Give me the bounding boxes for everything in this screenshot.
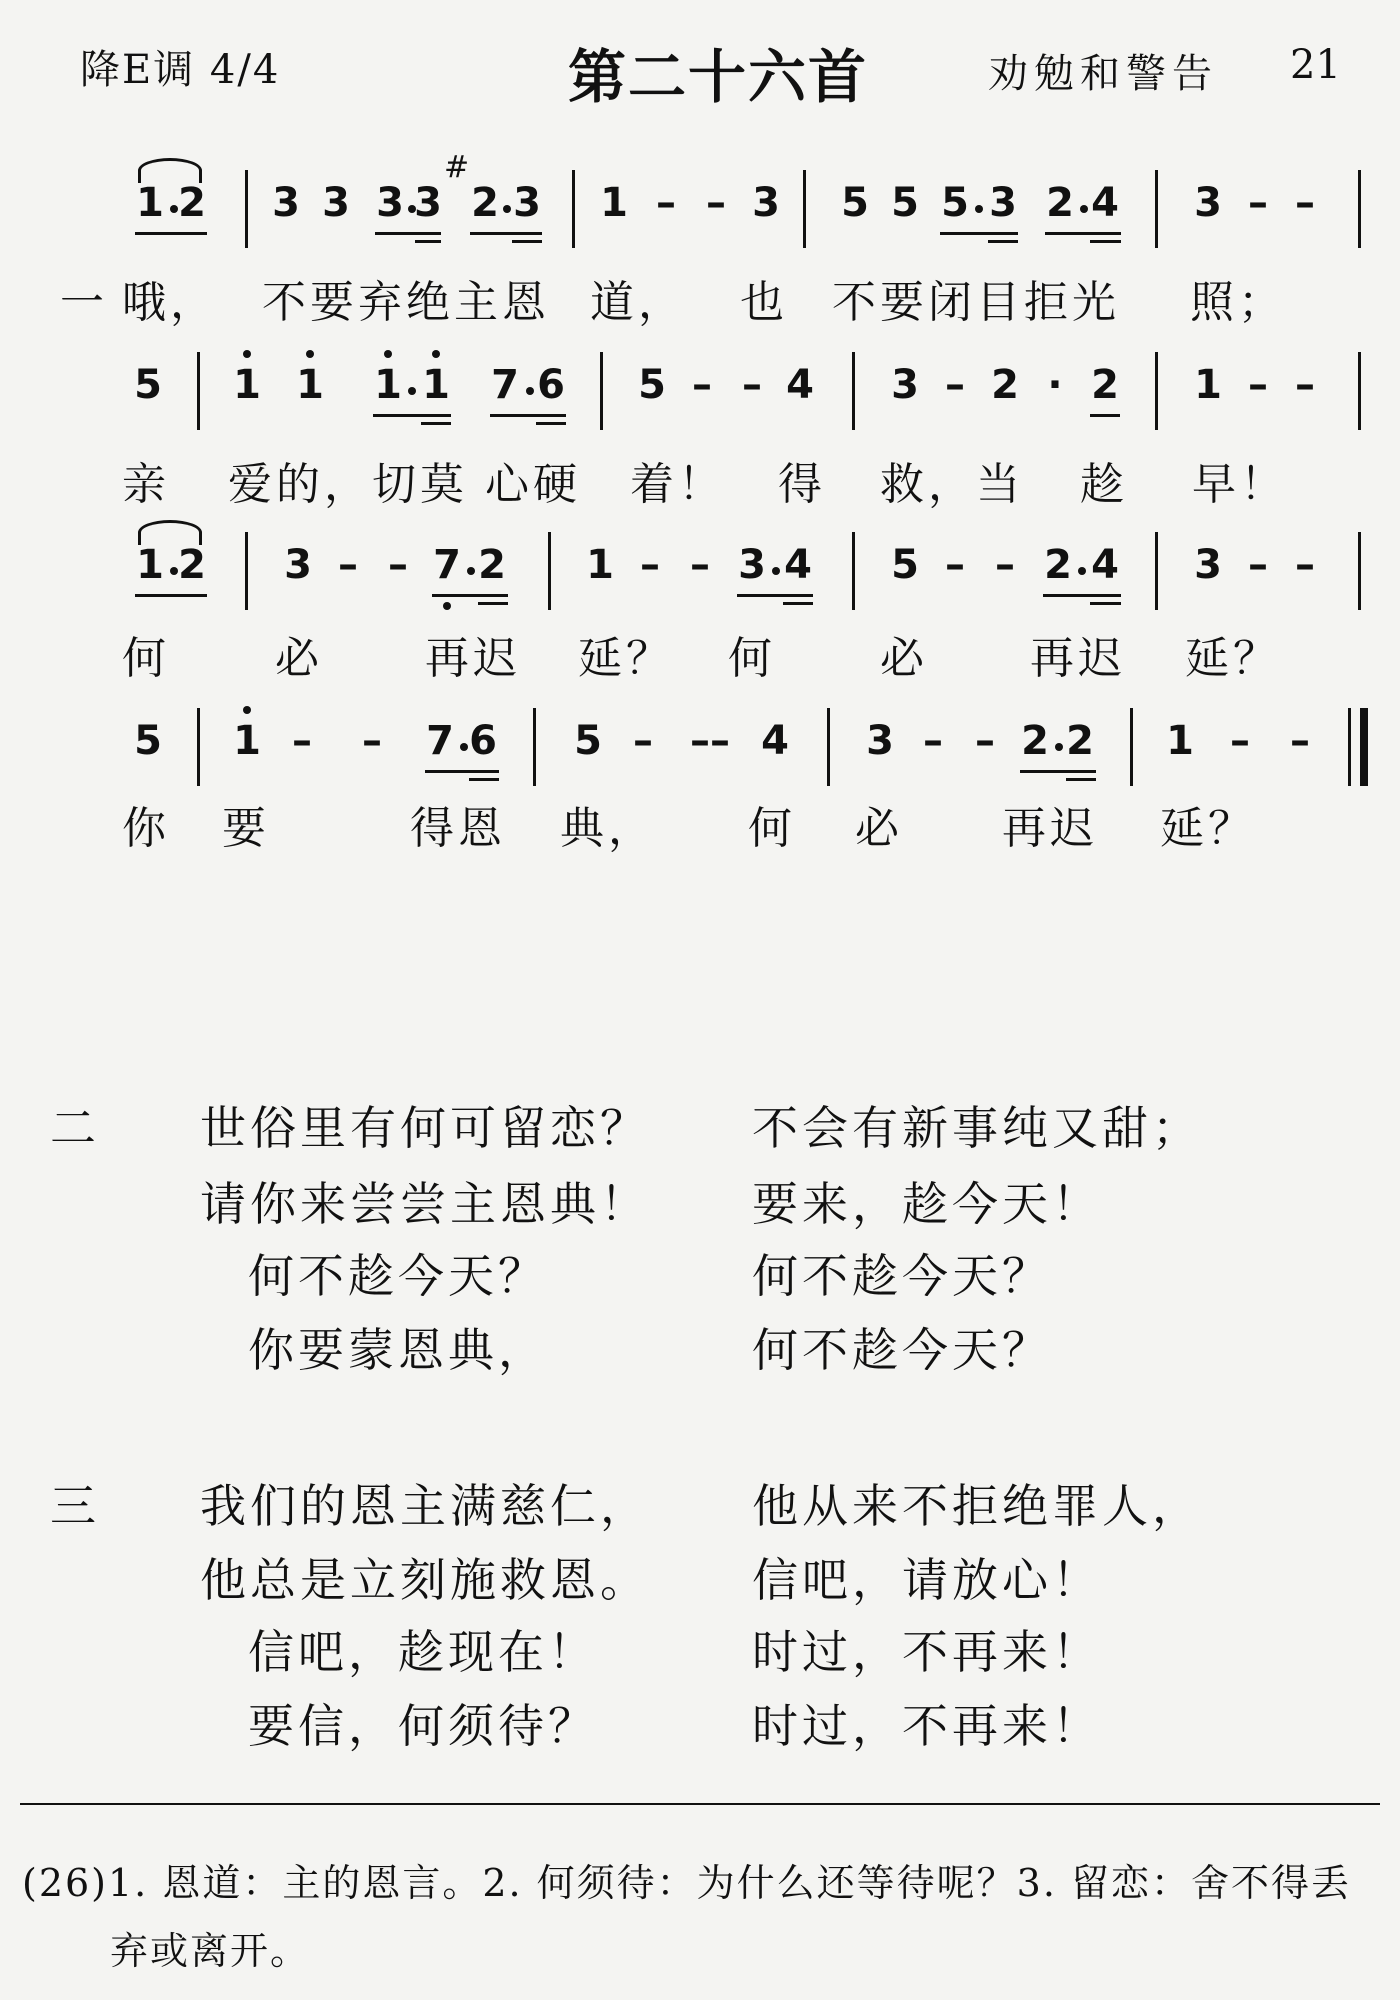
underline-mark [490, 414, 566, 417]
barline [197, 708, 200, 786]
verse-line: 他总是立刻施救恩。 [200, 1553, 650, 1607]
verse-number: 三 [50, 1479, 100, 1533]
note: 2 [471, 180, 499, 226]
note: 3 [866, 718, 894, 764]
lyric-syllable: 得 [778, 459, 826, 510]
note: · [1047, 362, 1063, 408]
underline-mark [1090, 414, 1120, 417]
note: – [1295, 180, 1315, 226]
note: 5 [134, 718, 162, 764]
underline-mark [737, 594, 813, 597]
verse-number: 一 [60, 277, 108, 328]
verse-line: 不会有新事纯又甜； [752, 1101, 1202, 1155]
note: 3 [376, 180, 404, 226]
note: 1 [233, 362, 261, 408]
underline-mark [425, 770, 499, 773]
note: 2 [1066, 718, 1094, 764]
underline-mark [1020, 770, 1096, 773]
underline-mark [1043, 594, 1121, 597]
note: 5 [891, 180, 919, 226]
lyric-syllable: 救，当 [880, 459, 1024, 510]
verse-number: 二 [50, 1101, 100, 1155]
note: 4 [784, 542, 812, 588]
barline [600, 352, 603, 430]
dot [443, 602, 451, 610]
note: 2 [1044, 542, 1072, 588]
hymn-category: 劝勉和警告 [988, 51, 1218, 97]
note: 2 [1046, 180, 1074, 226]
note: 1 [296, 362, 324, 408]
underline-mark [375, 232, 441, 235]
verse-line: 何不趁今天？ [752, 1249, 1052, 1303]
note: – [656, 180, 676, 226]
dot [408, 387, 416, 395]
note: – [1290, 718, 1310, 764]
note: 5 [574, 718, 602, 764]
lyric-syllable: 哦， [122, 277, 218, 328]
dot [772, 567, 780, 575]
dot [503, 205, 511, 213]
verse-line: 何不趁今天？ [752, 1323, 1052, 1377]
lyric-syllable: 你 [122, 803, 170, 854]
note: 4 [1091, 542, 1119, 588]
barline [1358, 170, 1361, 248]
lyric-syllable: 着！ [630, 459, 726, 510]
barline [548, 532, 551, 610]
dot [1078, 567, 1086, 575]
note: – [995, 542, 1015, 588]
underline-mark [478, 602, 508, 605]
underline-mark [1090, 240, 1121, 243]
dot [306, 350, 314, 358]
note: – [975, 718, 995, 764]
dot [384, 350, 392, 358]
note: – [362, 718, 382, 764]
underline-mark [415, 240, 441, 243]
note: 2 [178, 542, 206, 588]
note: 1 [374, 362, 402, 408]
barline [1358, 352, 1361, 430]
underline-mark [432, 594, 508, 597]
note: 3 [891, 362, 919, 408]
barline [572, 170, 575, 248]
verse-line: 要来，趁今天！ [752, 1177, 1102, 1231]
note: 4 [761, 718, 789, 764]
lyric-syllable: 道， [590, 277, 686, 328]
note: 7 [426, 718, 454, 764]
barline [852, 352, 855, 430]
note: 1 [136, 180, 164, 226]
dot [1055, 743, 1063, 751]
note: 3 [1194, 180, 1222, 226]
note: 2 [991, 362, 1019, 408]
lyric-syllable: 必 [880, 633, 928, 684]
dot [243, 350, 251, 358]
lyric-syllable: 延？ [578, 633, 674, 684]
footnote-line-2: 弃或离开。 [110, 1929, 311, 1973]
note: 5 [891, 542, 919, 588]
lyric-syllable: 延？ [1185, 633, 1281, 684]
lyric-syllable: 不要弃绝主恩 [262, 277, 550, 328]
note: 5 [134, 362, 162, 408]
note: 2 [1091, 362, 1119, 408]
lyric-syllable: 照； [1190, 277, 1286, 328]
lyric-syllable: 心硬 [485, 459, 581, 510]
lyric-syllable: 再迟 [425, 633, 521, 684]
sharp-sign: # [444, 150, 470, 185]
note: – [292, 718, 312, 764]
lyric-syllable: 不要闭目拒光 [832, 277, 1120, 328]
note: – [923, 718, 943, 764]
verse-line: 信吧，请放心！ [752, 1553, 1102, 1607]
verse-line: 信吧，趁现在！ [248, 1625, 598, 1679]
barline [1155, 170, 1158, 248]
dot [467, 567, 475, 575]
note: 5 [841, 180, 869, 226]
note: 3 [1194, 542, 1222, 588]
note: – [706, 180, 726, 226]
barline [245, 170, 248, 248]
verse-line: 世俗里有何可留恋？ [200, 1101, 650, 1155]
underline-mark [373, 414, 451, 417]
lyric-syllable: 何 [728, 633, 776, 684]
hymn-title: 第二十六首 [568, 43, 869, 111]
lyric-syllable: 必 [275, 633, 323, 684]
note: 4 [1091, 180, 1119, 226]
note: – [690, 542, 710, 588]
underline-mark [135, 594, 207, 597]
lyric-syllable: 也 [740, 277, 788, 328]
lyric-syllable: 爱的，切莫 [228, 459, 468, 510]
note: 1 [233, 718, 261, 764]
page-number: 21 [1290, 42, 1341, 88]
note: – [1230, 718, 1250, 764]
note: 3 [752, 180, 780, 226]
dot [975, 205, 983, 213]
barline [1130, 708, 1133, 786]
note: – [692, 362, 712, 408]
underline-mark [988, 240, 1018, 243]
footnote-divider [20, 1803, 1380, 1805]
note: – [1295, 542, 1315, 588]
lyric-syllable: 延？ [1160, 803, 1256, 854]
barline [533, 708, 536, 786]
note: 3 [322, 180, 350, 226]
barline [1155, 532, 1158, 610]
underline-mark [1045, 232, 1121, 235]
underline-mark [135, 232, 207, 235]
lyric-syllable: 再迟 [1030, 633, 1126, 684]
underline-mark [1066, 778, 1096, 781]
lyric-syllable: 早！ [1192, 459, 1288, 510]
barline [852, 532, 855, 610]
note: 3 [738, 542, 766, 588]
dot [1080, 205, 1088, 213]
final-barline [1360, 708, 1368, 786]
note: 6 [537, 362, 565, 408]
note: 3 [284, 542, 312, 588]
note: – [945, 362, 965, 408]
note: 2 [1021, 718, 1049, 764]
note: 7 [433, 542, 461, 588]
note: – [633, 718, 653, 764]
barline [1155, 352, 1158, 430]
lyric-syllable: 何 [748, 803, 796, 854]
verse-line: 要信，何须待？ [248, 1699, 598, 1753]
lyric-syllable: 得恩 [410, 803, 506, 854]
dot [243, 706, 251, 714]
dot [460, 743, 468, 751]
verse-line: 时过，不再来！ [752, 1625, 1102, 1679]
note: – [1248, 542, 1268, 588]
verse-line: 我们的恩主满慈仁， [200, 1479, 650, 1533]
dot [432, 350, 440, 358]
note: 3 [414, 180, 442, 226]
lyric-syllable: 再迟 [1002, 803, 1098, 854]
lyric-syllable: 必 [855, 803, 903, 854]
note: 1 [422, 362, 450, 408]
note: – [1248, 362, 1268, 408]
barline [1348, 708, 1351, 786]
note: – [690, 718, 710, 764]
note: – [338, 542, 358, 588]
note: – [742, 362, 762, 408]
underline-mark [1090, 602, 1121, 605]
note: 1 [1194, 362, 1222, 408]
lyric-syllable: 亲 [122, 459, 170, 510]
underline-mark [512, 240, 542, 243]
note: – [710, 718, 730, 764]
note: 1 [600, 180, 628, 226]
dot [170, 205, 178, 213]
barline [197, 352, 200, 430]
underline-mark [940, 232, 1018, 235]
note: – [640, 542, 660, 588]
note: 2 [478, 542, 506, 588]
note: 6 [469, 718, 497, 764]
key-time-signature: 降E调 4/4 [80, 47, 281, 93]
verse-line: 你要蒙恩典， [248, 1323, 548, 1377]
dot [170, 567, 178, 575]
underline-mark [469, 778, 499, 781]
underline-mark [421, 422, 451, 425]
note: – [1248, 180, 1268, 226]
note: 5 [941, 180, 969, 226]
note: 1 [1166, 718, 1194, 764]
note: – [1295, 362, 1315, 408]
note: 3 [989, 180, 1017, 226]
note: 2 [178, 180, 206, 226]
underline-mark [783, 602, 813, 605]
verse-line: 请你来尝尝主恩典！ [200, 1177, 650, 1231]
note: 1 [136, 542, 164, 588]
lyric-syllable: 要 [222, 803, 270, 854]
barline [245, 532, 248, 610]
verse-line: 时过，不再来！ [752, 1699, 1102, 1753]
note: 3 [272, 180, 300, 226]
lyric-syllable: 何 [122, 633, 170, 684]
dot [526, 387, 534, 395]
note: 5 [638, 362, 666, 408]
barline [803, 170, 806, 248]
note: 7 [491, 362, 519, 408]
verse-line: 何不趁今天？ [248, 1249, 548, 1303]
underline-mark [470, 232, 542, 235]
note: 3 [513, 180, 541, 226]
note: – [945, 542, 965, 588]
lyric-syllable: 典， [560, 803, 656, 854]
barline [1358, 532, 1361, 610]
underline-mark [536, 422, 566, 425]
barline [827, 708, 830, 786]
note: 1 [586, 542, 614, 588]
lyric-syllable: 趁 [1080, 459, 1128, 510]
footnote-line-1: (26)1. 恩道：主的恩言。2. 何须待：为什么还等待呢？3. 留恋：舍不得丢 [22, 1861, 1352, 1905]
verse-line: 他从来不拒绝罪人， [752, 1479, 1202, 1533]
note: – [388, 542, 408, 588]
note: 4 [786, 362, 814, 408]
